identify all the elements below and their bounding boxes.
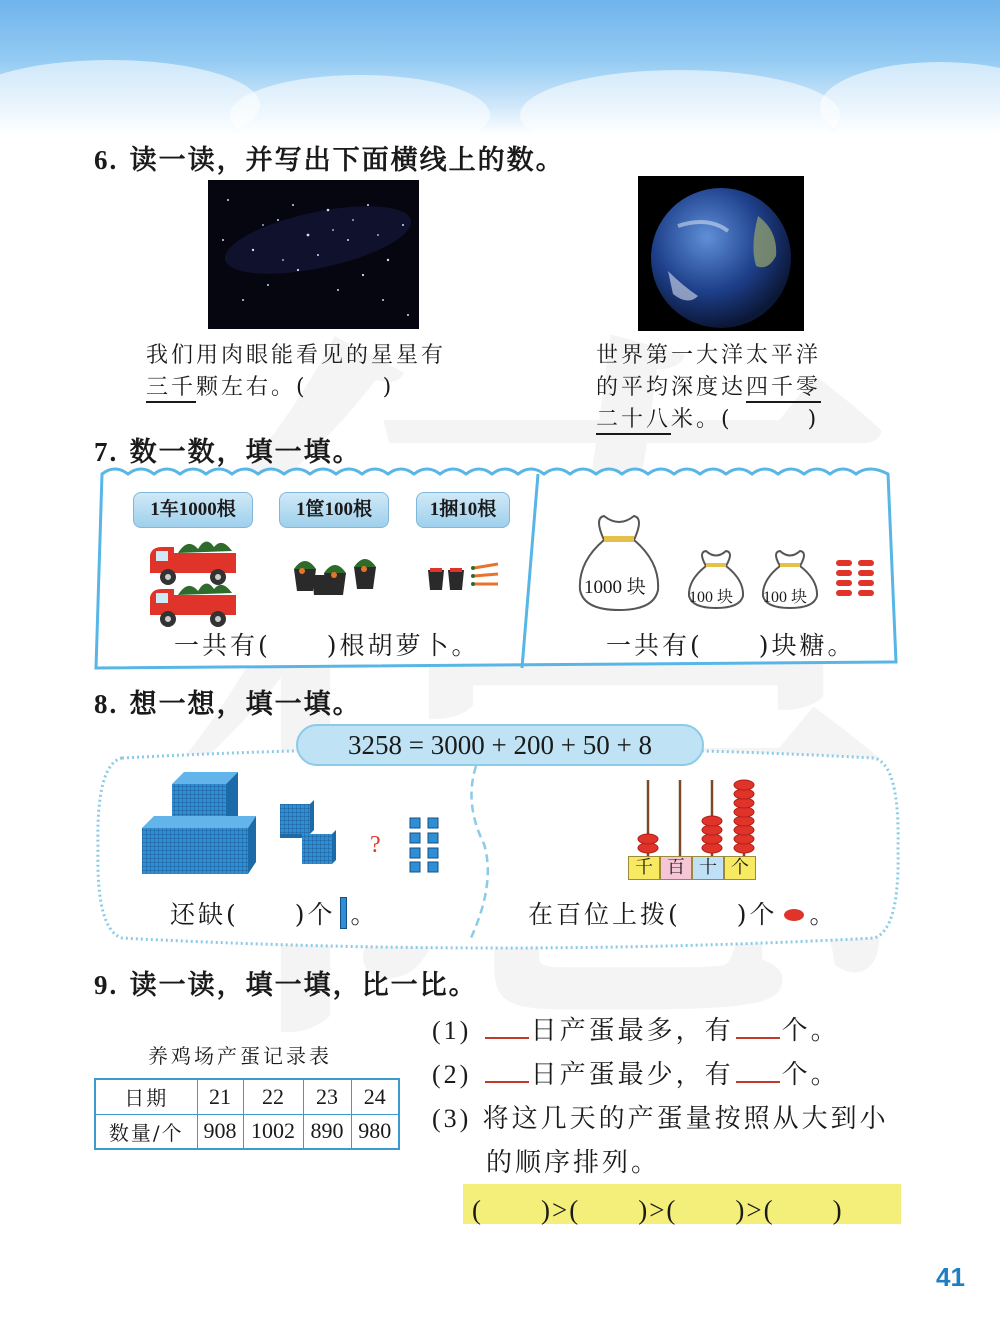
q8-heading-text: 想一想，填一填。 <box>129 689 362 720</box>
q9-heading-text: 读一读，填一填，比一比。 <box>129 970 478 1001</box>
unit-cubes-icon <box>408 816 442 874</box>
table-cell: 890 <box>303 1114 351 1149</box>
q8-right-answer-text: 在百位上拨( )个 <box>528 900 778 929</box>
q9-item-2-num: (2) <box>432 1060 472 1089</box>
q8-left-answer <box>170 895 379 931</box>
starry-sky-image <box>208 180 419 329</box>
table-cell: 908 <box>197 1114 243 1149</box>
q9-item-2-blank-b[interactable] <box>736 1081 780 1083</box>
table-cell: 1002 <box>243 1114 303 1149</box>
q9-item-2 <box>432 1054 840 1091</box>
carrot-basket-icon <box>290 553 382 597</box>
q6-left-caption <box>146 340 446 404</box>
egg-record-table <box>94 1078 400 1150</box>
table-cell: 23 <box>303 1079 351 1114</box>
q6-right-caption <box>596 340 821 436</box>
q9-number: 9. <box>94 970 119 1000</box>
abacus-label-hundreds: 百 <box>660 856 692 880</box>
q9-item-1-blank-a[interactable] <box>485 1037 529 1039</box>
q7-heading-text: 数一数，填一填。 <box>129 437 362 468</box>
table-cell-date-head: 日期 <box>95 1079 197 1114</box>
earth-image <box>638 176 804 331</box>
q6-left-underline: 三千 <box>146 375 196 403</box>
q9-item-1-text: 日产蛋最多，有 <box>530 1016 734 1046</box>
q9-item-3-line2: 的顺序排列。 <box>486 1148 661 1178</box>
chip-bundle: 1捆10根 <box>416 492 510 528</box>
table-cell: 24 <box>351 1079 399 1114</box>
page-number: 41 <box>936 1262 965 1292</box>
abacus-label-ones: 个 <box>724 856 756 880</box>
q6-heading <box>94 138 565 177</box>
q9-item-3-line1: 将这几天的产蛋量按照从大到小 <box>482 1104 889 1134</box>
egg-table-title: 养鸡场产蛋记录表 <box>148 1044 332 1068</box>
ten-rod-icon <box>340 897 347 929</box>
q6-right-line2-pre: 的平均深度达 <box>596 375 747 400</box>
q9-item-3-num: (3) <box>432 1104 472 1133</box>
q6-number: 6. <box>94 145 119 175</box>
candy-pieces-icon <box>832 558 882 602</box>
table-cell: 980 <box>351 1114 399 1149</box>
table-cell-count-head: 数量/个 <box>95 1114 197 1149</box>
q6-right-underline-b: 二十八 <box>596 407 671 435</box>
q6-heading-text: 读一读，并写出下面横线上的数。 <box>129 145 565 176</box>
order-answer-blanks[interactable]: ( )>( )>( )>( ) <box>472 1195 844 1225</box>
q9-item-2-end: 个。 <box>781 1060 840 1090</box>
q9-item-2-blank-a[interactable] <box>485 1081 529 1083</box>
q8-number: 8. <box>94 689 119 719</box>
q8-heading <box>94 682 362 721</box>
q9-item-1-end: 个。 <box>781 1016 840 1046</box>
q7-left-answer: 一共有( )根胡萝卜。 <box>174 631 480 660</box>
q9-item-1 <box>432 1010 840 1047</box>
abacus-label-tens: 十 <box>692 856 724 880</box>
chip-basket: 1筐100根 <box>279 492 389 528</box>
q8-right-answer <box>528 895 838 931</box>
abacus-labels <box>628 856 756 880</box>
bag-label-100-b: 100 块 <box>763 589 808 606</box>
bag-label-100-a: 100 块 <box>689 589 734 606</box>
hundred-flats-icon <box>276 800 340 870</box>
q6-left-line2: 颗左右。( ) <box>196 375 395 400</box>
abacus-bead-icon <box>784 909 804 921</box>
q9-item-1-num: (1) <box>432 1016 472 1045</box>
thousand-cubes-icon <box>138 766 258 878</box>
q9-item-2-text: 日产蛋最少，有 <box>530 1060 734 1090</box>
carrot-truck-icon-2 <box>148 577 240 629</box>
abacus-label-thousands: 千 <box>628 856 660 880</box>
table-row <box>95 1079 399 1114</box>
q8-left-answer-text: 还缺( )个 <box>170 900 336 929</box>
q6-right-line3: 米。( ) <box>671 407 820 432</box>
table-row <box>95 1114 399 1149</box>
carrot-bundle-icon <box>426 560 502 594</box>
q6-left-line1: 我们用肉眼能看见的星星有 <box>146 343 447 368</box>
table-cell: 21 <box>197 1079 243 1114</box>
chip-truck: 1车1000根 <box>133 492 253 528</box>
formula-pill: 3258 = 3000 + 200 + 50 + 8 <box>296 724 704 766</box>
q9-item-1-blank-b[interactable] <box>736 1037 780 1039</box>
q8-left-answer-end: 。 <box>350 900 379 929</box>
q7-number: 7. <box>94 437 119 467</box>
sky-banner <box>0 0 1000 135</box>
bag-label-1000: 1000 块 <box>584 577 646 598</box>
q6-right-line1: 世界第一大洋太平洋 <box>596 343 822 368</box>
q9-heading <box>94 963 478 1002</box>
q9-item-3 <box>432 1098 889 1135</box>
q8-right-answer-end: 。 <box>809 900 838 929</box>
question-mark: ? <box>370 832 381 858</box>
q6-right-underline-a: 四千零 <box>746 375 821 403</box>
q7-right-answer: 一共有( )块糖。 <box>606 631 856 660</box>
table-cell: 22 <box>243 1079 303 1114</box>
